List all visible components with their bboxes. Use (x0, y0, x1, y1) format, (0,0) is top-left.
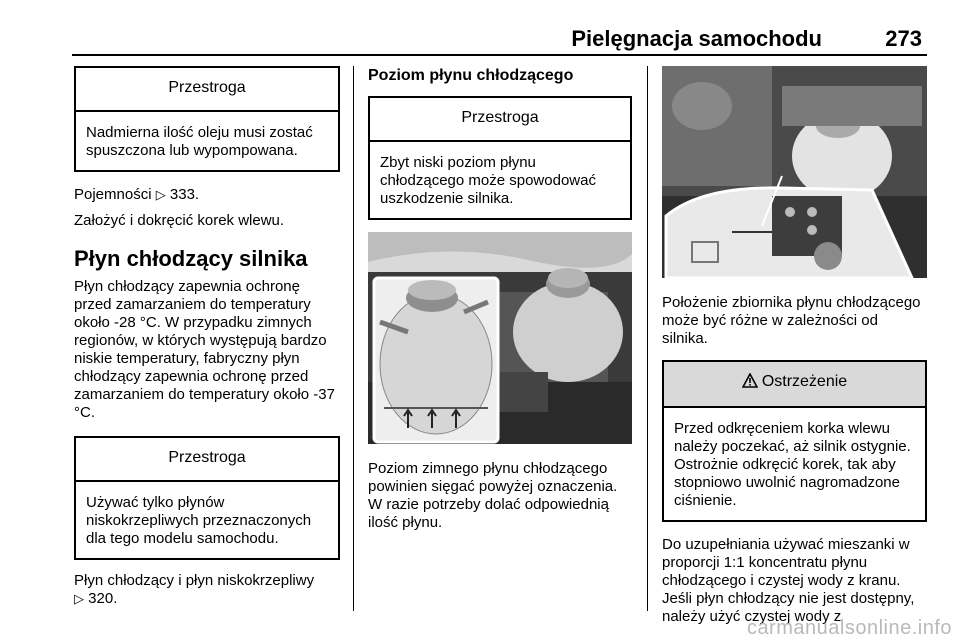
column-divider-1 (353, 66, 354, 611)
caution-title: Przestroga (76, 438, 338, 482)
warning-text: Przed odkręceniem korka wlewu należy poczekać, aż silnik ostygnie. Ostrożnie odkręcić korek, tak aby stopniowo uwolnić nagromadzone ciśnienie. (674, 420, 911, 509)
warning-title: Ostrzeżenie (761, 373, 848, 390)
page-ref-arrow-icon: ▷ (74, 591, 84, 606)
capacity-label: Pojemności (74, 186, 152, 203)
section-title: Płyn chłodzący silnika (74, 246, 308, 271)
caution-text: Nadmierna ilość oleju musi zostać spuszczona lub wypompowana. (86, 124, 313, 159)
column-middle (368, 66, 632, 532)
antifreeze-page-link[interactable]: 320. (88, 590, 118, 607)
coolant-level-heading: Poziom płynu chłodzącego (368, 67, 574, 84)
warning-box (662, 360, 927, 522)
header-rule (72, 54, 927, 56)
antifreeze-label: Płyn chłodzący i płyn niskokrzepliwy (74, 572, 315, 589)
coolant-intro-text: Płyn chłodzący zapewnia ochronę przed zamarzaniem do temperatury około -28 °C. W przypadku zimnych regionów, w których występują bardzo niskie temperatury, fabryczny płyn chłodzący zapewnia ochronę przed zamarzaniem do temperatury około -37 °C. (74, 278, 335, 421)
caution-title: Przestroga (370, 98, 630, 142)
caution-text: Zbyt niski poziom płynu chłodzącego może spowodować uszkodzenie silnika. (380, 154, 596, 207)
caution-title: Przestroga (76, 68, 338, 112)
reservoir-location-illustration (662, 66, 927, 278)
coolant-reservoir-illustration (368, 232, 632, 444)
caution-box-coolant (74, 436, 340, 560)
column-left (74, 66, 340, 608)
caution-text: Używać tylko płynów niskokrzepliwych przeznaczonych dla tego modelu samochodu. (86, 494, 312, 547)
warning-header (664, 362, 925, 408)
capacity-ref (74, 186, 340, 204)
caution-box-level (368, 96, 632, 220)
watermark: carmanualsonline.info (746, 617, 952, 639)
level-caption: Poziom zimnego płynu chłodzącego powinien sięgać powyżej oznaczenia. W razie potrzeby dolać odpowiednią ilość płynu. (368, 460, 618, 531)
antifreeze-ref (74, 572, 340, 608)
page-header (0, 0, 960, 60)
capacity-page-link[interactable]: 333. (169, 186, 200, 203)
column-divider-2 (647, 66, 648, 611)
tighten-text: Założyć i dokręcić korek wlewu. (74, 212, 285, 229)
column-right (662, 66, 927, 626)
mixture-text: Do uzupełniania używać mieszanki w proporcji 1:1 koncentratu płynu chłodzącego i czystej wody z kranu. Jeśli płyn chłodzący nie jest dostępny, należy użyć czystej wody z (662, 536, 915, 625)
location-caption: Położenie zbiornika płynu chłodzącego może być różne w zależności od silnika. (662, 294, 921, 347)
caution-box-oil (74, 66, 340, 172)
page-title: Pielęgnacja samochodu (571, 26, 822, 51)
page-ref-arrow-icon: ▷ (155, 187, 166, 202)
page-number: 273 (885, 26, 922, 51)
coolant-reservoir-photo (368, 232, 632, 444)
reservoir-location-photo (662, 66, 927, 278)
warning-triangle-icon (742, 373, 758, 394)
